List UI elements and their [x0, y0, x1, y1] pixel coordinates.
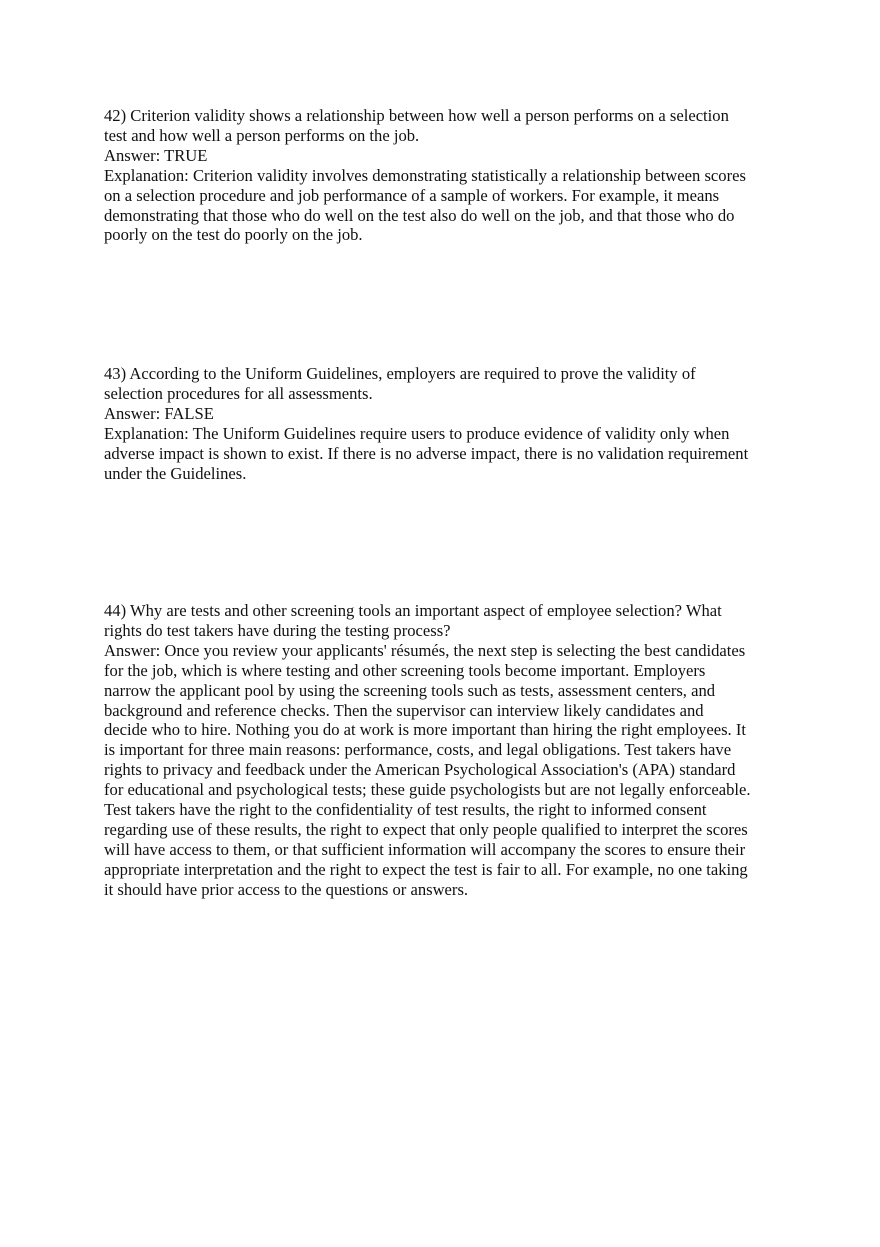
answer-line: for educational and psychological tests; these guide psychologists but are not legally enforceable.: [104, 780, 751, 800]
question-text-line: test and how well a person performs on the job.: [104, 125, 420, 145]
answer-line: it should have prior access to the questions or answers.: [104, 879, 469, 899]
answer-line: will have access to them, or that sufficient information will accompany the scores to ensure their: [104, 839, 746, 859]
answer-line: rights to privacy and feedback under the American Psychological Association's (APA) standard: [104, 760, 736, 780]
explanation-line: on a selection procedure and job performance of a sample of workers. For example, it means: [104, 185, 720, 205]
answer-line: narrow the applicant pool by using the screening tools such as tests, assessment centers, and: [104, 680, 716, 700]
explanation-line: adverse impact is shown to exist. If there is no adverse impact, there is no validation requirement: [104, 443, 749, 463]
question-text-line: 42) Criterion validity shows a relationship between how well a person performs on a selection: [104, 106, 729, 125]
explanation-line: demonstrating that those who do well on the test also do well on the job, and that those who do: [104, 205, 735, 225]
answer-line: decide who to hire. Nothing you do at work is more important than hiring the right employees. It: [104, 720, 746, 740]
question-text-line: 44) Why are tests and other screening tools an important aspect of employee selection? What: [104, 601, 722, 620]
answer-line: Answer: TRUE: [104, 145, 208, 165]
question-text-line: rights do test takers have during the testing process?: [104, 620, 451, 640]
question-text-line: 43) According to the Uniform Guidelines, employers are required to prove the validity of: [104, 364, 696, 383]
explanation-line: Explanation: The Uniform Guidelines require users to produce evidence of validity only when: [104, 423, 730, 443]
explanation-line: under the Guidelines.: [104, 463, 247, 483]
explanation-line: poorly on the test do poorly on the job.: [104, 225, 363, 245]
question-42: [104, 106, 794, 245]
answer-line: is important for three main reasons: performance, costs, and legal obligations. Test takers have: [104, 740, 732, 760]
answer-line: Answer: Once you review your applicants' résumés, the next step is selecting the best candidates: [104, 640, 746, 660]
explanation-line: Explanation: Criterion validity involves demonstrating statistically a relationship between scores: [104, 165, 746, 185]
answer-line: for the job, which is where testing and other screening tools become important. Employers: [104, 660, 706, 680]
question-text-line: selection procedures for all assessments.: [104, 383, 373, 403]
question-44: [104, 601, 794, 900]
answer-line: appropriate interpretation and the right to expect the test is fair to all. For example, no one taking: [104, 859, 748, 879]
answer-line: Test takers have the right to the confidentiality of test results, the right to informed consent: [104, 800, 707, 820]
answer-line: Answer: FALSE: [104, 403, 214, 423]
answer-line: background and reference checks. Then the supervisor can interview likely candidates and: [104, 700, 704, 720]
question-43: [104, 364, 794, 483]
answer-line: regarding use of these results, the right to expect that only people qualified to interpret the scores: [104, 819, 748, 839]
